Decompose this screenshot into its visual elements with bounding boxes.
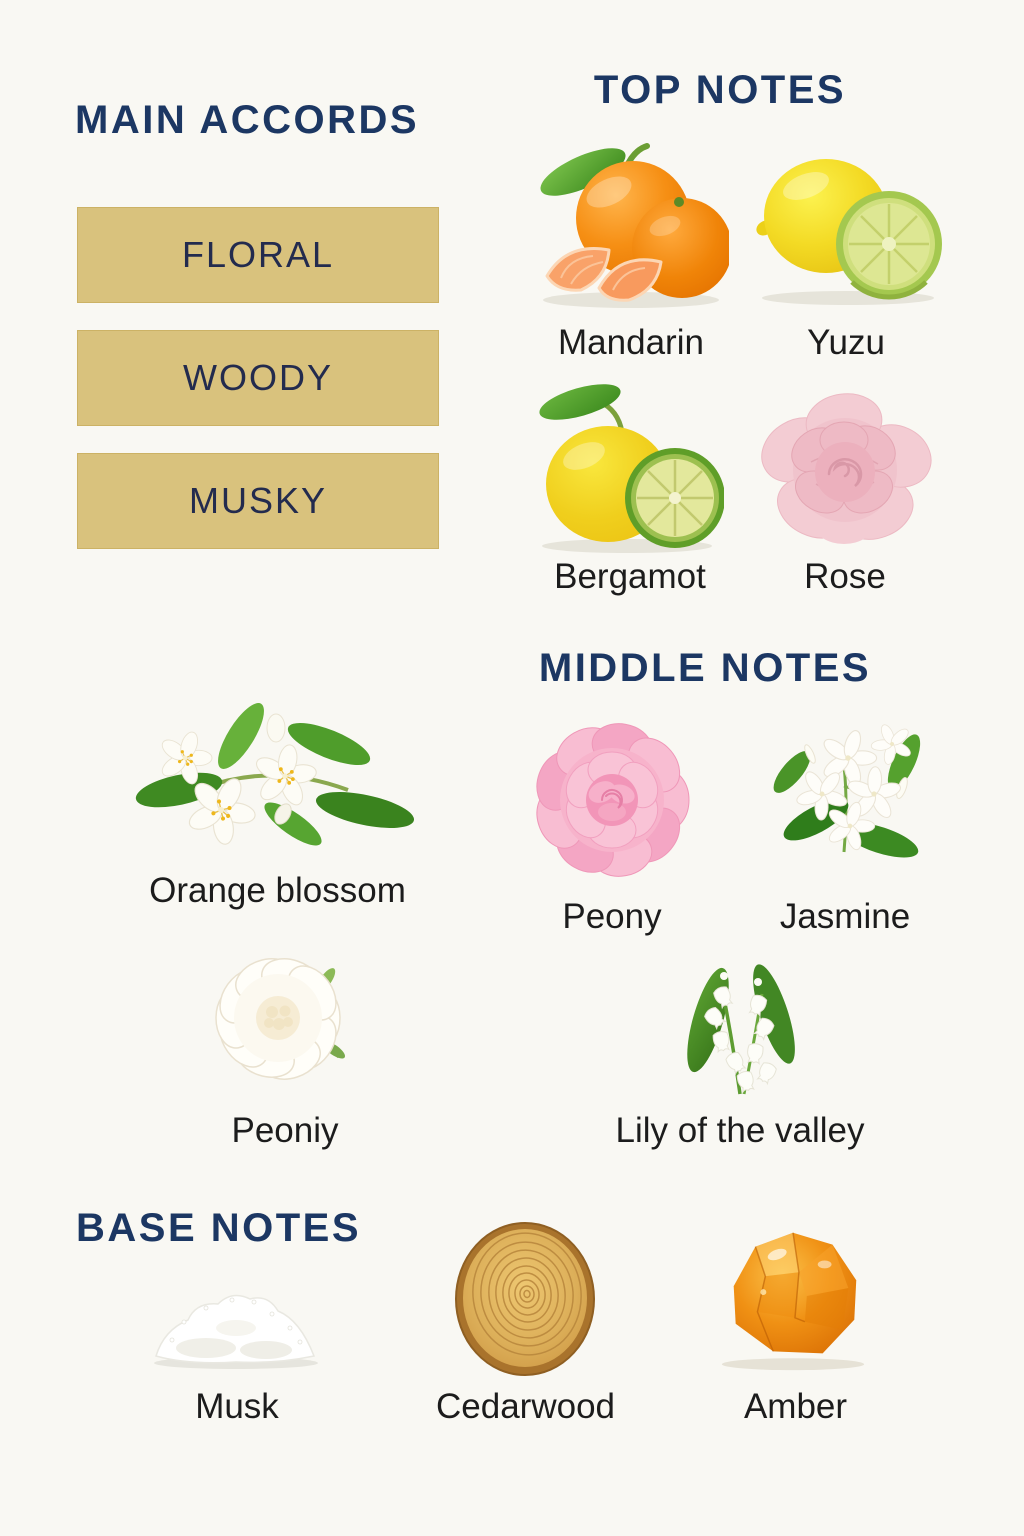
accord-badge-woody [77, 330, 439, 426]
main-accords-title: MAIN ACCORDS [75, 98, 420, 142]
accord-badge-label: MUSKY [188, 480, 328, 521]
yuzu-fruit-image [748, 136, 944, 308]
accord-badge-label: FLORAL [181, 234, 335, 275]
note-label-bergamot: Bergamot [554, 557, 706, 596]
amber-stone-image [708, 1222, 878, 1374]
jasmine-flowers-image [752, 702, 938, 876]
orange-blossom-flowers-image [133, 692, 421, 870]
mandarin-fruit-image [533, 126, 729, 310]
white-peony-flower-image [192, 946, 378, 1098]
base-notes-title: BASE NOTES [76, 1206, 362, 1250]
note-label-amber: Amber [743, 1387, 848, 1426]
note-label-musk: Musk [195, 1387, 279, 1426]
pink-peony-flower-image [516, 714, 708, 890]
top-notes-title: TOP NOTES [593, 68, 847, 112]
note-label-mandarin: Mandarin [558, 323, 704, 362]
bergamot-fruit-image [532, 376, 724, 556]
accord-badge-musky [77, 453, 439, 549]
accord-badge-floral [77, 207, 439, 303]
cedarwood-slice-image [448, 1218, 602, 1378]
note-label-cedarwood: Cedarwood [436, 1387, 615, 1426]
note-label-peoniy: Peoniy [231, 1111, 339, 1150]
note-label-lily-of-the-valley: Lily of the valley [615, 1111, 865, 1150]
pink-rose-flower-image [756, 384, 934, 552]
middle-notes-title: MIDDLE NOTES [538, 646, 872, 690]
note-label-rose: Rose [804, 557, 886, 596]
note-label-peony: Peony [562, 897, 662, 936]
note-label-orange-blossom: Orange blossom [149, 871, 406, 910]
musk-powder-image [148, 1266, 326, 1372]
note-label-yuzu: Yuzu [807, 323, 885, 362]
accord-badge-label: WOODY [183, 357, 333, 398]
lily-of-the-valley-flowers-image [656, 946, 822, 1098]
note-label-jasmine: Jasmine [779, 897, 911, 936]
